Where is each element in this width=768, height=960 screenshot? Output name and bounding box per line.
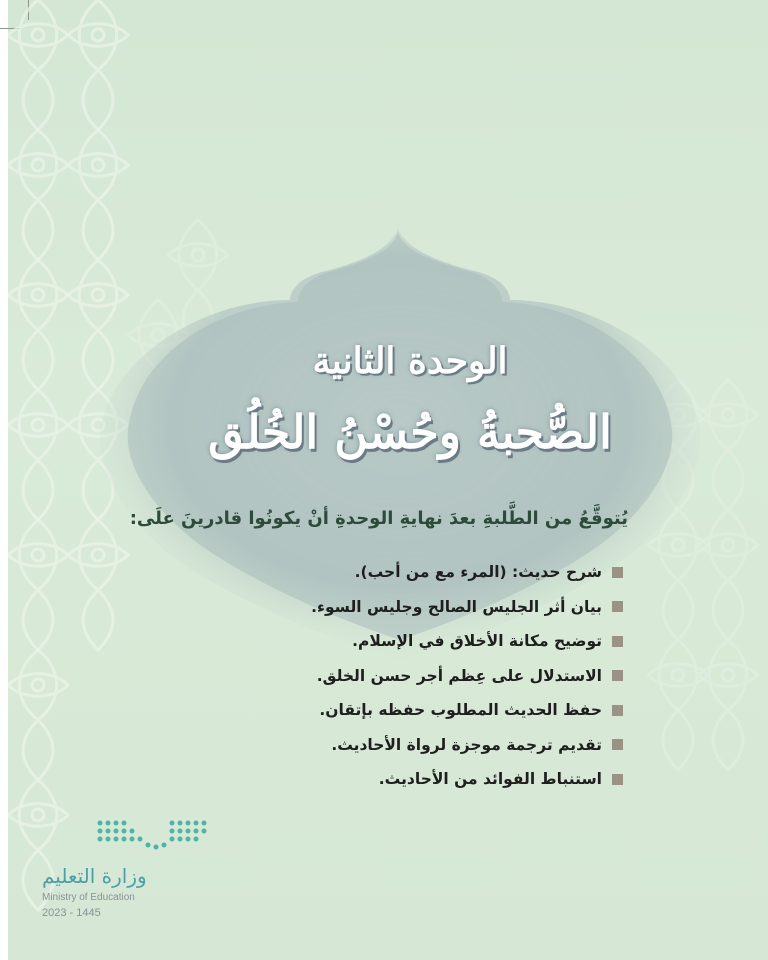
list-item	[63, 624, 623, 659]
list-item	[63, 555, 623, 590]
square-bullet-icon	[612, 567, 623, 578]
objective-text: بيان أثر الجليس الصالح وجليس السوء.	[311, 597, 602, 616]
list-item	[63, 693, 623, 728]
objective-text: حفظ الحديث المطلوب حفظه بإتقان.	[319, 701, 602, 720]
square-bullet-icon	[612, 670, 623, 681]
square-bullet-icon	[612, 705, 623, 716]
list-item	[63, 659, 623, 694]
ministry-name-english: Ministry of Education	[42, 892, 135, 903]
list-item	[63, 762, 623, 797]
unit-subtitle: الصُّحبةُ وحُسْنُ الخُلُق	[208, 405, 612, 459]
square-bullet-icon	[612, 601, 623, 612]
objectives-list	[63, 555, 623, 797]
objective-text: الاستدلال على عِظم أجر حسن الخلق.	[316, 666, 602, 685]
square-bullet-icon	[612, 636, 623, 647]
objective-text: استنباط الفوائد من الأحاديث.	[378, 770, 602, 789]
list-item	[63, 590, 623, 625]
objective-text: تقديم ترجمة موجزة لرواة الأحاديث.	[331, 735, 602, 754]
objective-text: شرح حديث: (المرء مع من أحب).	[354, 563, 602, 582]
unit-title: الوحدة الثانية	[312, 340, 508, 382]
learning-outcomes-intro: يُتوقَّعُ من الطَّلبةِ بعدَ نهايةِ الوحدةِ أنْ يكونُوا قادرينَ علَى:	[129, 508, 628, 529]
square-bullet-icon	[612, 739, 623, 750]
ministry-name-arabic: وزارة التعليم	[42, 864, 147, 888]
objective-text: توضيح مكانة الأخلاق في الإسلام.	[352, 632, 602, 651]
list-item	[63, 728, 623, 763]
edition-year: 2023 - 1445	[42, 907, 101, 919]
square-bullet-icon	[612, 774, 623, 785]
